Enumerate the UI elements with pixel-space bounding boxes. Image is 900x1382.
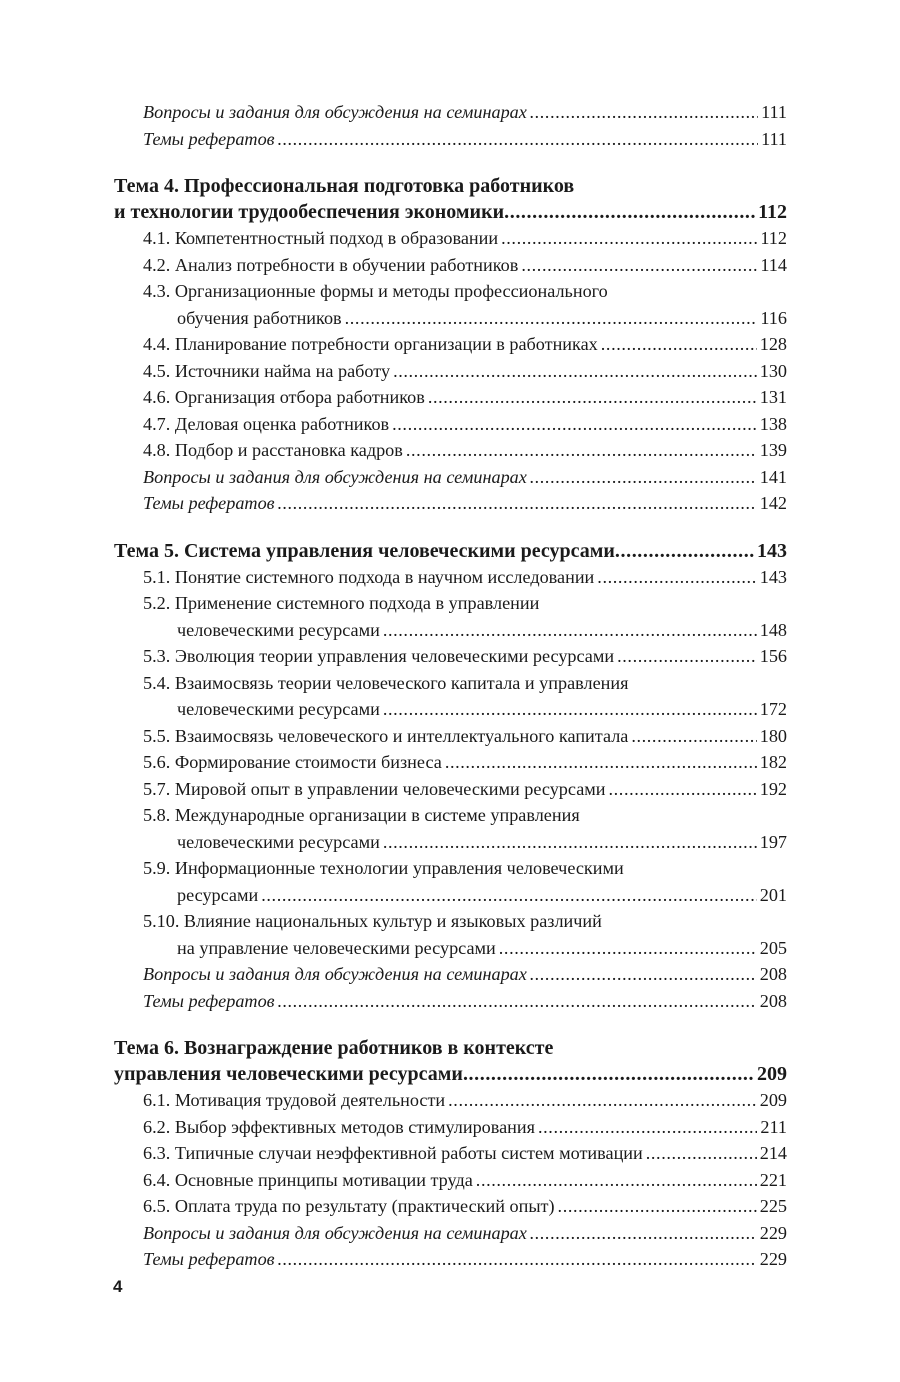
toc-entry-page: 143	[759, 566, 787, 587]
toc-entry-page: 138	[759, 413, 787, 434]
toc-entry-title: Темы рефератов	[143, 128, 275, 149]
dot-leader	[530, 961, 757, 988]
toc-entry-title: 4.1. Компетентностный подход в образовании	[143, 228, 499, 248]
topic-6-heading-line1[interactable]: Тема 6. Вознаграждение работников в контексте	[114, 1037, 554, 1059]
toc-entry-line1[interactable]: 5.4. Взаимосвязь теории человеческого капитала и управления	[143, 672, 629, 693]
toc-entry-page: 197	[759, 831, 787, 852]
toc-entry[interactable]	[114, 126, 787, 153]
toc-entry-page: 201	[759, 884, 787, 905]
toc-entry[interactable]	[114, 1087, 787, 1114]
dot-leader	[521, 252, 757, 279]
toc-entry-page: 182	[759, 752, 787, 772]
toc-entry-page: 111	[761, 128, 787, 149]
toc-entry[interactable]	[114, 696, 787, 723]
toc-entry[interactable]	[114, 935, 787, 962]
toc-entry[interactable]	[114, 464, 787, 491]
dot-leader	[558, 1193, 757, 1220]
toc-entry-title: 5.5. Взаимосвязь человеческого и интеллектуального капитала	[143, 725, 629, 746]
toc-entry-page: 229	[759, 1249, 787, 1269]
dot-leader	[278, 1246, 757, 1273]
dot-leader	[646, 1140, 757, 1167]
toc-entry-title: человеческими ресурсами	[177, 831, 380, 852]
dot-leader	[261, 882, 756, 909]
toc-entry-title: Темы рефератов	[143, 1249, 275, 1269]
toc-entry-line1[interactable]: 5.8. Международные организации в системе управления	[143, 805, 580, 825]
toc-entry-title: 5.3. Эволюция теории управления человеческими ресурсами	[143, 646, 615, 666]
toc-entry-page: 143	[757, 539, 787, 562]
dot-leader	[499, 935, 757, 962]
page-number: 4	[113, 1277, 123, 1296]
toc-entry-title: ресурсами	[177, 884, 259, 905]
toc-entry-title: 4.5. Источники найма на работу	[143, 360, 391, 381]
toc-entry-page: 112	[758, 201, 787, 223]
toc-entry[interactable]	[114, 490, 787, 517]
toc-entry-page: 209	[757, 1063, 787, 1085]
toc-entry[interactable]	[114, 749, 787, 776]
toc-entry-title: 4.8. Подбор и расстановка кадров	[143, 440, 403, 460]
toc-entry-page: 225	[759, 1196, 787, 1216]
toc-entry-page: 211	[760, 1116, 787, 1137]
dot-leader	[428, 384, 757, 411]
dot-leader	[278, 126, 759, 153]
toc-entry-page: 214	[759, 1143, 787, 1163]
toc-entry-title: 5.6. Формирование стоимости бизнеса	[143, 752, 442, 772]
toc-entry[interactable]	[114, 437, 787, 464]
dot-leader	[609, 776, 757, 803]
toc-entry-title: 6.2. Выбор эффективных методов стимулирования	[143, 1116, 536, 1137]
toc-entry[interactable]	[114, 99, 787, 126]
toc-entry-title: и технологии трудообеспечения экономики	[114, 201, 505, 223]
toc-entry[interactable]	[114, 1220, 787, 1247]
toc-entry-title: Тема 5. Система управления человеческими ресурсами	[114, 539, 615, 562]
toc-entry-title: человеческими ресурсами	[177, 619, 380, 640]
toc-entry-page: 141	[759, 466, 787, 487]
dot-leader	[393, 358, 757, 385]
dot-leader	[392, 411, 757, 438]
dot-leader	[504, 199, 755, 225]
toc-entry-title: 6.3. Типичные случаи неэффективной работы систем мотивации	[143, 1143, 643, 1163]
toc-entry-title: 4.7. Деловая оценка работников	[143, 413, 390, 434]
dot-leader	[383, 617, 757, 644]
toc-entry-title: управления человеческими ресурсами	[114, 1063, 463, 1085]
dot-leader	[406, 437, 757, 464]
toc-entry-page: 114	[760, 254, 787, 275]
toc-entry-page: 111	[761, 102, 787, 122]
toc-entry[interactable]	[114, 305, 787, 332]
dot-leader	[383, 829, 757, 856]
toc-entry-title: Вопросы и задания для обсуждения на семинарах	[143, 102, 527, 122]
toc-entry[interactable]	[114, 829, 787, 856]
topic-4-heading[interactable]	[114, 199, 787, 225]
toc-entry[interactable]	[114, 723, 787, 750]
toc-entry-title: Темы рефератов	[143, 493, 275, 513]
toc-entry[interactable]	[114, 776, 787, 803]
dot-leader	[501, 225, 757, 252]
toc-entry-page: 116	[760, 307, 787, 328]
toc-entry[interactable]	[114, 1193, 787, 1220]
toc-entry[interactable]	[114, 331, 787, 358]
toc-entry-title: Вопросы и задания для обсуждения на семинарах	[143, 1222, 527, 1243]
toc-entry[interactable]	[114, 411, 787, 438]
toc-entry-page: 208	[759, 990, 787, 1011]
toc-entry[interactable]	[114, 1167, 787, 1194]
toc-entry-page: 148	[759, 619, 787, 640]
toc-entry-title: 5.7. Мировой опыт в управлении человеческими ресурсами	[143, 778, 606, 799]
toc-entry-title: 5.1. Понятие системного подхода в научном исследовании	[143, 566, 595, 587]
toc-entry[interactable]	[114, 882, 787, 909]
dot-leader	[448, 1087, 757, 1114]
dot-leader	[278, 988, 757, 1015]
toc-entry-title: 6.5. Оплата труда по результату (практический опыт)	[143, 1196, 555, 1216]
toc-entry[interactable]	[114, 988, 787, 1015]
dot-leader	[530, 1220, 757, 1247]
toc-entry-title: на управление человеческими ресурсами	[177, 937, 496, 958]
toc-entry-line1[interactable]: 4.3. Организационные формы и методы профессионального	[143, 281, 608, 301]
dot-leader	[445, 749, 757, 776]
dot-leader	[615, 538, 754, 564]
dot-leader	[617, 643, 757, 670]
dot-leader	[530, 99, 758, 126]
toc-entry-page: 205	[759, 937, 787, 958]
toc-entry-page: 128	[759, 334, 787, 354]
toc-entry-page: 192	[759, 778, 787, 799]
toc-entry-page: 142	[759, 493, 787, 513]
topic-5-heading[interactable]	[114, 538, 787, 564]
toc-entry[interactable]	[114, 252, 787, 279]
toc-entry-page: 180	[759, 725, 787, 746]
toc-entry-title: 6.4. Основные принципы мотивации труда	[143, 1169, 473, 1190]
toc-entry-title: Вопросы и задания для обсуждения на семинарах	[143, 964, 527, 984]
toc-entry[interactable]	[114, 1114, 787, 1141]
toc-entry-title: обучения работников	[177, 307, 342, 328]
dot-leader	[631, 723, 756, 750]
toc-entry-page: 221	[759, 1169, 787, 1190]
toc-entry-page: 172	[759, 699, 787, 719]
dot-leader	[538, 1114, 757, 1141]
toc-entry-title: 6.1. Мотивация трудовой деятельности	[143, 1090, 446, 1110]
dot-leader	[601, 331, 757, 358]
dot-leader	[345, 305, 758, 332]
toc-entry[interactable]	[114, 617, 787, 644]
toc-entry-page: 229	[759, 1222, 787, 1243]
toc-entry-page: 131	[759, 387, 787, 407]
toc-entry[interactable]	[114, 564, 787, 591]
toc-entry[interactable]	[114, 358, 787, 385]
topic-4-heading-line1[interactable]: Тема 4. Профессиональная подготовка работников	[114, 175, 575, 197]
toc-entry-page: 156	[759, 646, 787, 666]
toc-entry-line1[interactable]: 5.9. Информационные технологии управления человеческими	[143, 858, 624, 878]
topic-6-heading[interactable]	[114, 1061, 787, 1087]
dot-leader	[530, 464, 757, 491]
dot-leader	[476, 1167, 757, 1194]
toc-entry[interactable]	[114, 1246, 787, 1273]
toc-entry-page: 139	[759, 440, 787, 460]
dot-leader	[278, 490, 757, 517]
toc-entry-page: 209	[759, 1090, 787, 1110]
dot-leader	[383, 696, 757, 723]
toc-entry[interactable]	[114, 643, 787, 670]
dot-leader	[463, 1061, 754, 1087]
toc-entry[interactable]	[114, 225, 787, 252]
toc-entry-title: 4.2. Анализ потребности в обучении работников	[143, 254, 519, 275]
toc-entry-line1[interactable]: 5.10. Влияние национальных культур и языковых различий	[143, 911, 602, 931]
toc-entry[interactable]	[114, 961, 787, 988]
dot-leader	[597, 564, 756, 591]
toc-entry-page: 208	[759, 964, 787, 984]
toc-entry-title: Темы рефератов	[143, 990, 275, 1011]
toc-entry-title: Вопросы и задания для обсуждения на семинарах	[143, 466, 527, 487]
toc-entry[interactable]	[114, 384, 787, 411]
toc-entry-title: 4.6. Организация отбора работников	[143, 387, 425, 407]
table-of-contents	[114, 99, 787, 1273]
toc-entry-page: 130	[759, 360, 787, 381]
toc-entry[interactable]	[114, 1140, 787, 1167]
toc-entry-title: 4.4. Планирование потребности организации в работниках	[143, 334, 598, 354]
toc-entry-title: человеческими ресурсами	[177, 699, 380, 719]
toc-entry-page: 112	[760, 228, 787, 248]
toc-entry-line1[interactable]: 5.2. Применение системного подхода в управлении	[143, 593, 540, 613]
